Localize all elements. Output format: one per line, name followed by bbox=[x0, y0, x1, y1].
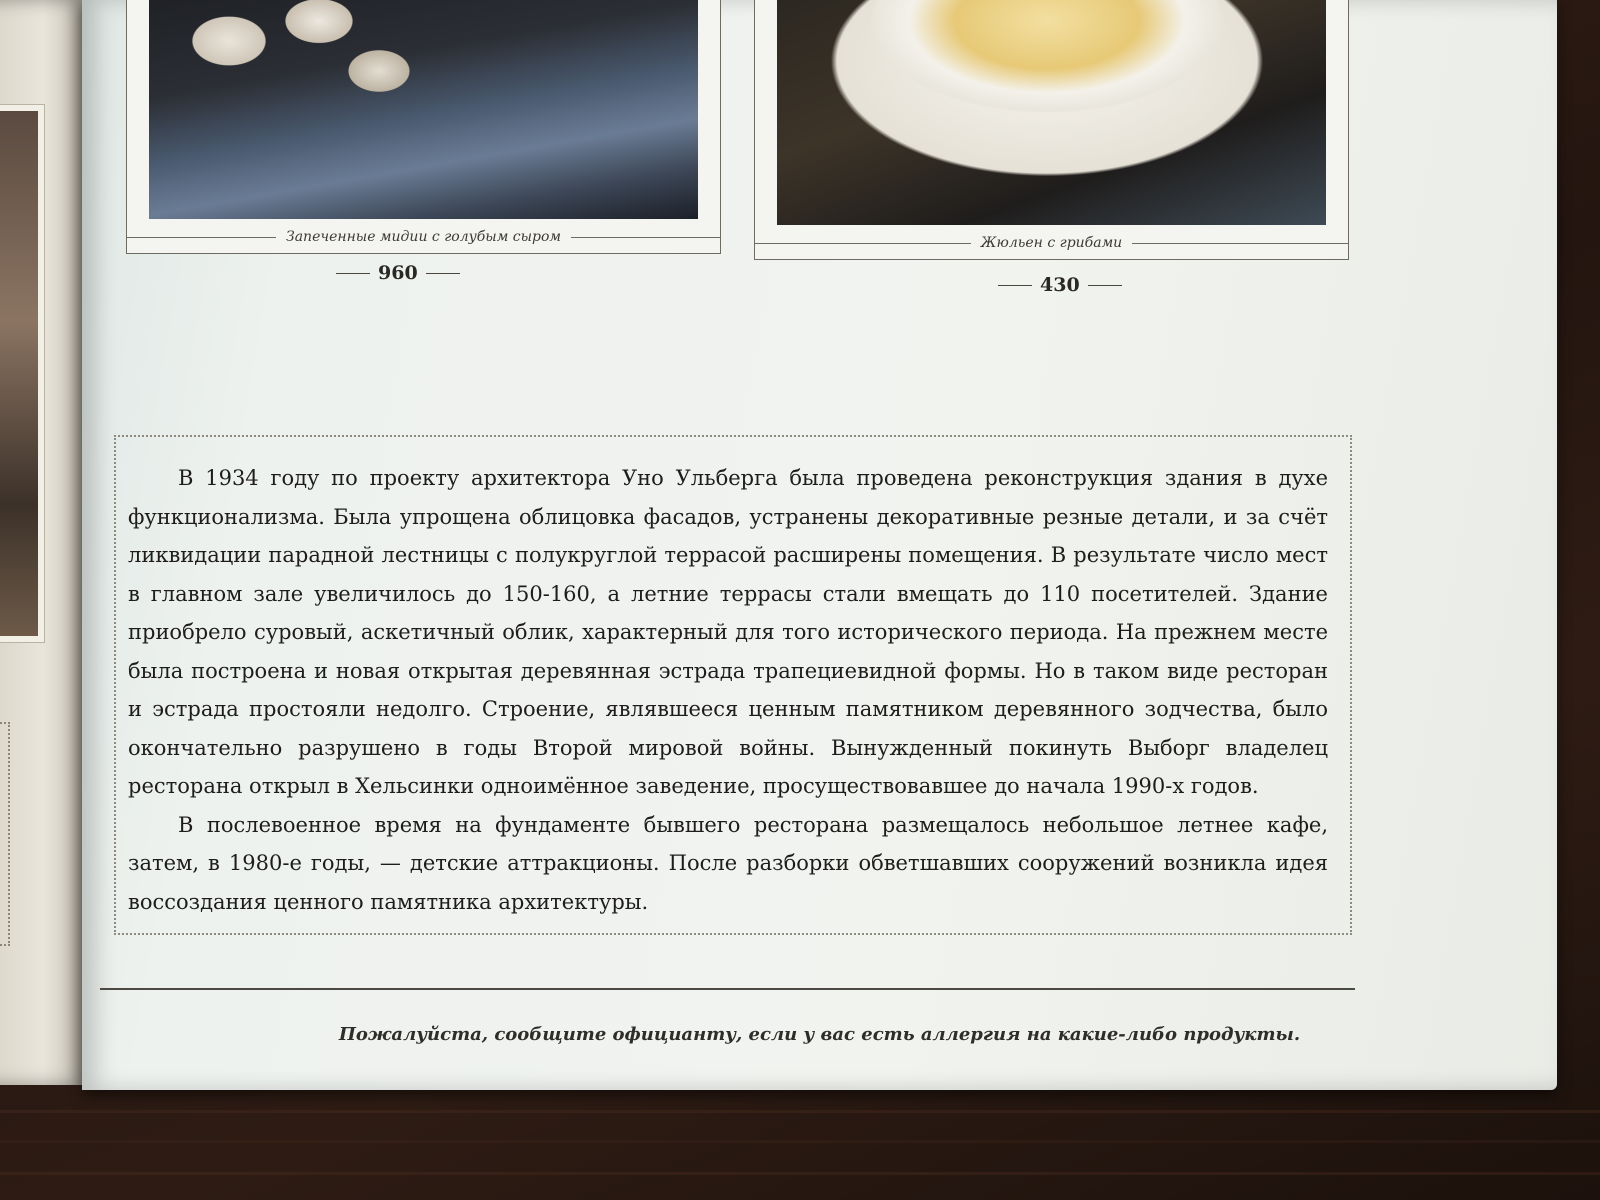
dish-name: Запеченные мидии с голубым сыром bbox=[276, 229, 571, 245]
dish-card-julienne bbox=[754, 0, 1349, 260]
history-text-box bbox=[114, 435, 1352, 935]
previous-page-photo bbox=[0, 105, 44, 642]
previous-page-edge bbox=[0, 0, 85, 1085]
dish-photo-mussels bbox=[149, 0, 698, 219]
history-paragraph: В послевоенное время на фундаменте бывшего ресторана размещалось небольшое летнее кафе, затем, в 1980-е годы, — детские аттракционы. После разборки обветшавших сооружений возникла идея воссоздания ценного памятника архитектуры. bbox=[128, 812, 1328, 914]
dish-name: Жюльен с грибами bbox=[971, 235, 1132, 251]
history-paragraph: В 1934 году по проекту архитектора Уно Ульберга была проведена реконструкция здания в духе функционализма. Была упрощена облицовка фасадов, устранены декоративные резные детали, и за счёт ликвидации парадной лестницы с полукруглой террасой расширены помещения. В результате число мест в главном зале увеличилось до 150-160, а летние террасы стали вмещать до 110 посетителей. Здание приобрело суровый, аскетичный облик, характерный для того исторического периода. На прежнем месте была построена и новая открытая деревянная эстрада трапециевидной формы. Но в таком виде ресторан и эстрада простояли недолго. Строение, являвшееся ценным памятником деревянного зодчества, было окончательно разрушено в годы Второй мировой войны. Вынужденный покинуть Выборг владелец ресторана открыл в Хельсинки одноимённое заведение, просуществовавшее до начала 1990-х годов. bbox=[128, 466, 1328, 798]
footer-divider bbox=[100, 988, 1355, 990]
menu-page bbox=[82, 0, 1557, 1090]
previous-page-text-box bbox=[0, 722, 10, 946]
dish-price: 960 bbox=[378, 262, 418, 284]
dish-photo-julienne bbox=[777, 0, 1326, 225]
allergy-notice: Пожалуйста, сообщите официанту, если у вас есть аллергия на какие-либо продукты. bbox=[338, 1024, 1301, 1045]
dish-card-mussels bbox=[126, 0, 721, 254]
dish-caption bbox=[127, 229, 720, 245]
dish-price: 430 bbox=[1040, 274, 1080, 296]
dish-caption bbox=[755, 235, 1348, 251]
